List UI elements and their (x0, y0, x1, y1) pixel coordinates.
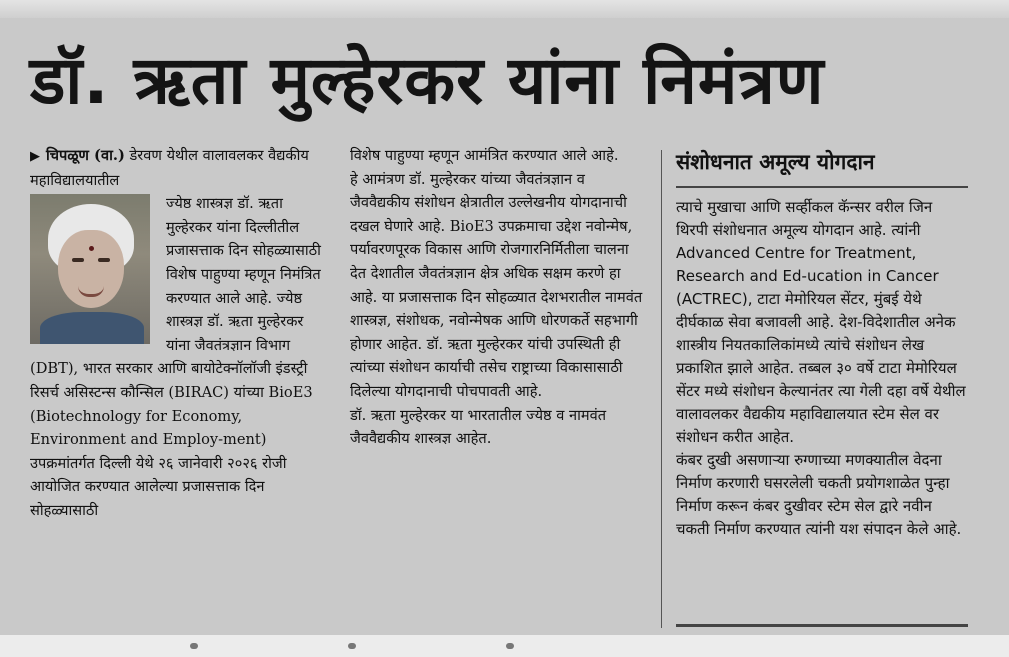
subheading: संशोधनात अमूल्य योगदान (676, 150, 875, 174)
column-2-paragraph: डॉ. ऋता मुल्हेरकर या भारतातील ज्येष्ठ व नामवंत जैववैद्यकीय शास्त्रज्ञ आहेत. (350, 406, 607, 448)
subheading-rule (676, 186, 968, 188)
column-2-paragraph: हे आमंत्रण डॉ. मुल्हेरकर यांच्या जैवतंत्रज्ञान व जैववैद्यकीय संशोधन क्षेत्रातील उल्लेखनीय योगदानाची दखल घेणारे आहे. BioE3 उपक्रमाचा उद्देश नवोन्मेष, पर्यावरणपूरक विकास आणि रोजगारनिर्मितीला चालना देत देशातील जैवतंत्रज्ञान क्षेत्र अधिक सक्षम करणे हा आहे. या प्रजासत्ताक दिन सोहळ्यात देशभरातील नामवंत शास्त्रज्ञ, संशोधक, नवोन्मेषक आणि धोरणकर्ते सहभागी होणार आहेत. डॉ. ऋता मुल्हेरकर यांची उपस्थिती ही त्यांच्या संशोधन कार्याची तसेच राष्ट्राच्या विकासासाठी दिलेल्या योगदानाची पोचपावती आहे. (350, 170, 643, 400)
headline: डॉ. ऋता मुल्हेरकर यांना निमंत्रण (30, 42, 825, 119)
portrait-photo (30, 194, 158, 352)
scan-top-edge (0, 0, 1009, 18)
scan-bottom-edge (0, 635, 1009, 657)
column-3-paragraph: त्याचे मुखाचा आणि सर्व्हीकल कॅन्सर वरील जिन थिरपी संशोधनात अमूल्य योगदान आहे. त्यांनी Advanced Centre for Treatment, Research and Ed-ucation in Cancer (ACTREC), टाटा मेमोरियल सेंटर, मुंबई येथे दीर्घकाळ सेवा बजावली आहे. देश-विदेशातील अनेक शास्त्रीय नियतकालिकांमध्ये त्यांचे संशोधन लेख प्रकाशित झाले आहेत. तब्बल ३० वर्षे टाटा मेमोरियल सेंटर मध्ये संशोधन केल्यानंतर त्या गेली दहा वर्षे येथील वालावलकर वैद्यकीय महाविद्यालयात स्टेम सेल वर संशोधन करीत आहेत. (676, 198, 966, 446)
bullet-triangle-icon: ▶ (30, 149, 40, 164)
dateline: चिपळूण (वा.) (46, 147, 125, 164)
column-2-paragraph: विशेष पाहुण्या म्हणून आमंत्रित करण्यात आले आहे. (350, 147, 619, 164)
portrait-icon (30, 194, 150, 344)
article-end-rule (676, 624, 968, 627)
column-2 (350, 144, 647, 451)
column-3-paragraph: कंबर दुखी असणाऱ्या रुग्णाच्या मणक्यातील वेदना निर्माण करणारी घसरलेली चकती प्रयोगशाळेत पुन्हा निर्माण करून कंबर दुखीवर स्टेम सेल द्वारे नवीन चकती निर्माण करण्यात त्यांनी यश संपादन केले आहे. (676, 451, 962, 538)
column-3 (676, 144, 968, 541)
column-1 (30, 144, 328, 523)
column-1-body: ज्येष्ठ शास्त्रज्ञ डॉ. ऋता मुल्हेरकर यांना दिल्लीतील प्रजासत्ताक दिन सोहळ्यासाठी विशेष पाहुण्या म्हणून निमंत्रित करण्यात आले आहे. ज्येष्ठ शास्त्रज्ञ डॉ. ऋता मुल्हेरकर यांना जैवतंत्रज्ञान विभाग (DBT), भारत सरकार आणि बायोटेक्नॉलॉजी इंडस्ट्री रिसर्च असिस्टन्स कौन्सिल (BIRAC) यांच्या BioE3 (Biotechnology for Economy, Environment and Employ-ment) उपक्रमांतर्गत दिल्ली येथे २६ जानेवारी २०२६ रोजी आयोजित करण्यात आलेल्या प्रजासत्ताक दिन सोहळ्यासाठी (30, 195, 321, 519)
column-1-lead (30, 144, 328, 192)
column-divider (661, 150, 662, 628)
lead-text: डेरवण येथील वालावलकर वैद्यकीय महाविद्यालयातील (30, 147, 309, 189)
